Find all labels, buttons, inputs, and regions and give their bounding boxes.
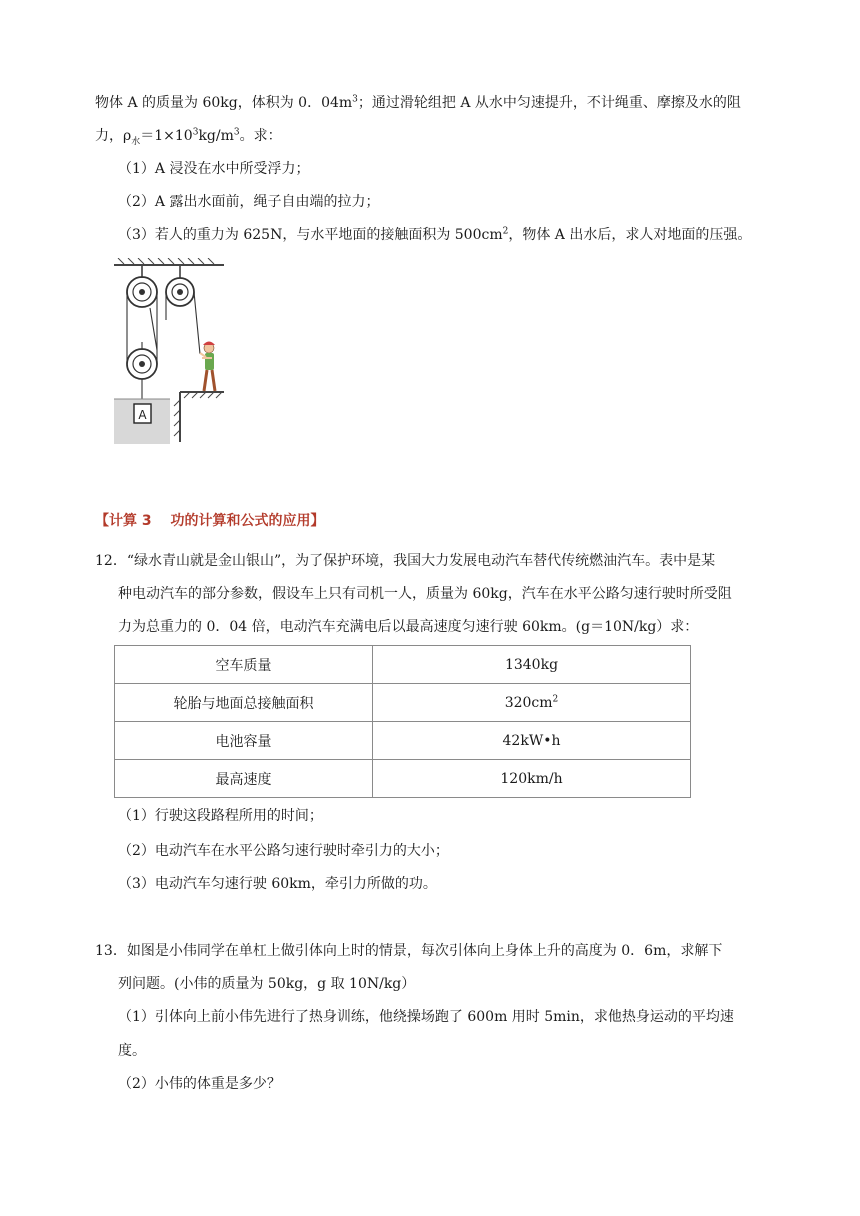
problem-12-line-1: 12．“绿水青山就是金山银山”，为了保护环境，我国大力发展电动汽车替代传统燃油汽车。表中是某 [95,553,716,569]
problem-11-question-1: （1）A 浸没在水中所受浮力； [118,161,310,177]
table-row [115,760,691,798]
table-row [115,684,691,722]
problem-12-line-3: 力为总重力的 0．04 倍，电动汽车充满电后以最高速度匀速行驶 60km。(g＝10N/kg）求： [118,619,699,635]
problem-13-question-1-line-1: （1）引体向上前小伟先进行了热身训练，他绕操场跑了 600m 用时 5min，求他热身运动的平均速 [118,1009,734,1025]
table-cell-key: 空车质量 [115,646,373,684]
fixed-pulley-left [127,277,157,307]
ceiling-hatch [114,258,224,265]
block-a-label: A [138,408,147,422]
problem-13-question-1-line-2: 度。 [118,1043,146,1059]
person-figure [200,342,215,392]
movable-pulley [127,349,157,379]
table-cell-key: 电池容量 [115,722,373,760]
problem-11-intro-line-1: 物体 A 的质量为 60kg，体积为 0．$04m^3$；通过滑轮组把 A 从水中匀速提升，不计绳重、摩擦及水的阻 [95,94,741,111]
ropes [127,292,200,402]
fixed-pulley-right [166,278,194,306]
problem-11-question-2: （2）A 露出水面前，绳子自由端的拉力； [118,194,380,210]
pulley-system-figure [112,258,232,444]
table-cell-key: 最高速度 [115,760,373,798]
car-parameters-table [114,645,691,798]
table-cell-value: 120km/h [373,760,691,798]
section-heading: 【计算 3 功的计算和公式的应用】 [95,513,325,529]
problem-12-question-3: （3）电动汽车匀速行驶 60km，牵引力所做的功。 [118,876,437,892]
problem-12-question-2: （2）电动汽车在水平公路匀速行驶时牵引力的大小； [118,843,449,859]
problem-11-question-3: （3）若人的重力为 625N，与水平地面的接触面积为 $500cm^2$，物体 A 出水后，求人对地面的压强。 [118,226,752,243]
problem-13-line-2: 列问题。(小伟的质量为 50kg，g 取 10N/kg） [118,976,416,992]
table-cell-value: 42kW•h [373,722,691,760]
ground-ledge [174,392,224,442]
problem-11-intro-line-2: 力，$\rho_水=1\times 10^3kg/m^3$。求： [95,127,282,147]
problem-12-line-2: 种电动汽车的部分参数，假设车上只有司机一人，质量为 60kg，汽车在水平公路匀速行驶时所受阻 [118,586,732,602]
table-cell-value: 1340kg [373,646,691,684]
table-row [115,722,691,760]
problem-13-question-2: （2）小伟的体重是多少？ [118,1076,281,1092]
table-cell-value: $320cm^2$ [373,684,691,722]
problem-13-line-1: 13．如图是小伟同学在单杠上做引体向上时的情景，每次引体向上身体上升的高度为 0．6m，求解下 [95,943,723,959]
table-cell-key: 轮胎与地面总接触面积 [115,684,373,722]
problem-12-question-1: （1）行驶这段路程所用的时间； [118,808,323,824]
table-row [115,646,691,684]
